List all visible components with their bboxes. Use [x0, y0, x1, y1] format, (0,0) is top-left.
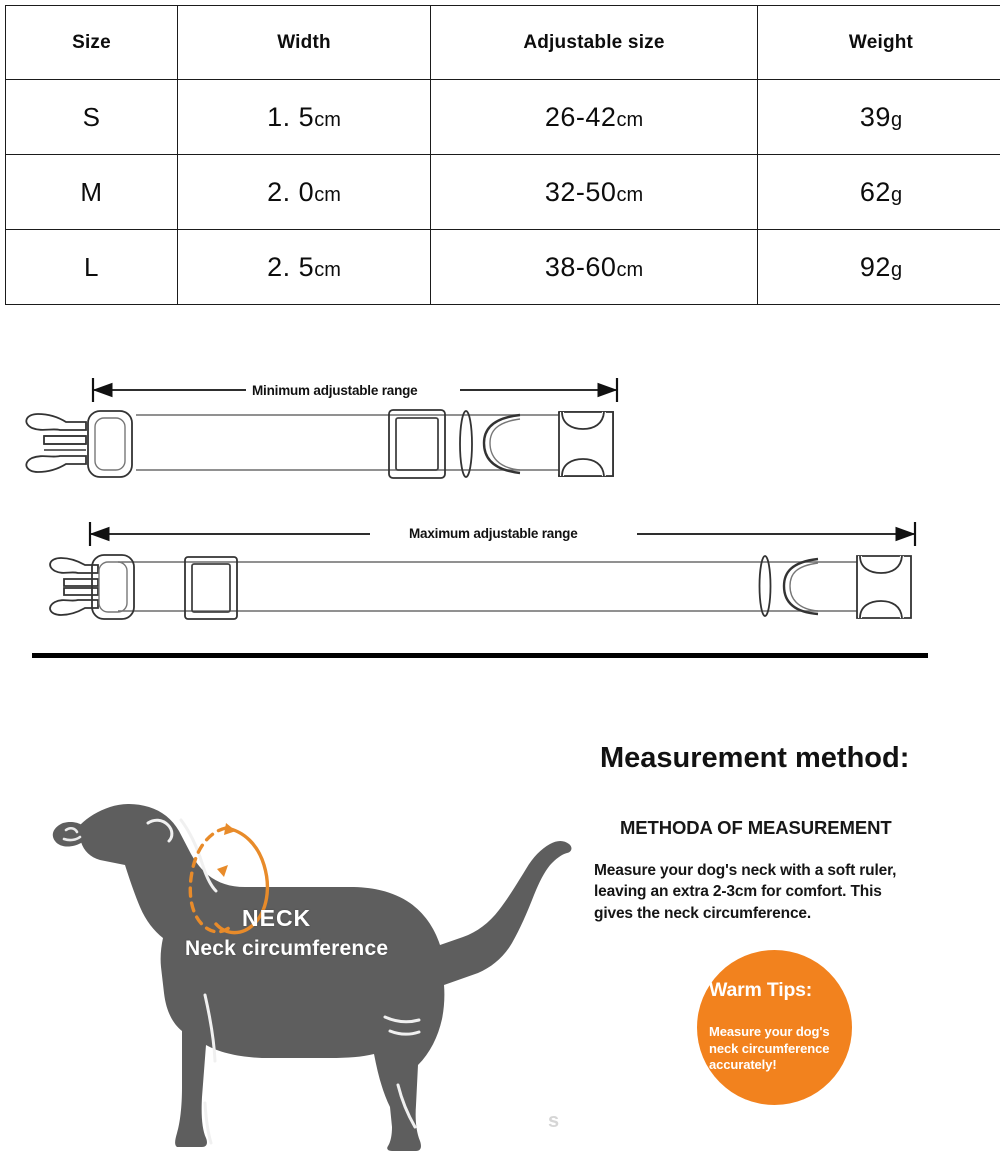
table-header-width: Width — [178, 6, 431, 80]
buckle-side-release — [559, 412, 613, 476]
cell-size: S — [6, 80, 178, 155]
neck-circumference-label: Neck circumference — [185, 937, 389, 960]
warm-tips-title: Warm Tips: — [709, 979, 813, 1001]
cell-width — [178, 80, 431, 155]
measurement-method-subtitle: METHODA OF MEASUREMENT — [620, 817, 892, 838]
cell-weight-value: 62 — [859, 176, 891, 207]
maximum-range-label: Maximum adjustable range — [403, 526, 584, 541]
buckle-male-prongs — [50, 558, 98, 615]
cell-weight-unit: g — [890, 258, 903, 281]
measurement-method-body: Measure your dog's neck with a soft ruler, leaving an extra 2-3cm for comfort. This gives the neck circumference. — [594, 862, 897, 922]
slider-adjuster — [389, 410, 445, 478]
cell-width-unit: cm — [314, 258, 341, 281]
buckle-female-ring — [88, 411, 132, 477]
cell-width — [178, 155, 431, 230]
cell-width-value: 2. 0 — [267, 176, 315, 207]
watermark-text-dog: s — [548, 1110, 560, 1132]
collar-artwork-minimum — [26, 410, 613, 478]
cell-adjustable-value: 32-50 — [544, 176, 617, 207]
cell-size: L — [6, 230, 178, 305]
minimum-range-label: Minimum adjustable range — [246, 383, 423, 398]
table-row — [6, 80, 1000, 155]
cell-width — [178, 230, 431, 305]
cell-adjustable-value: 38-60 — [544, 251, 617, 282]
cell-adjustable — [431, 80, 758, 155]
cell-weight-unit: g — [890, 183, 903, 206]
cell-adjustable — [431, 230, 758, 305]
keeper-loop — [760, 556, 771, 616]
slider-adjuster — [185, 557, 237, 619]
cell-weight — [758, 230, 1000, 305]
warm-tips-body: Measure your dog's neck circumference accurately! — [709, 1024, 830, 1073]
cell-width-value: 2. 5 — [267, 251, 315, 282]
table-header-weight: Weight — [758, 6, 1000, 80]
cell-width-unit: cm — [314, 183, 341, 206]
section-divider — [32, 653, 928, 658]
buckle-male-prongs — [26, 414, 86, 472]
watermark-text: shop — [735, 1105, 802, 1135]
collar-diagram-minimum — [0, 370, 1000, 500]
table-header-size: Size — [6, 6, 178, 80]
cell-width-unit: cm — [314, 108, 341, 131]
cell-adjustable — [431, 155, 758, 230]
neck-label: NECK — [242, 905, 312, 931]
keeper-loop — [460, 411, 472, 477]
table-row — [6, 230, 1000, 305]
cell-weight — [758, 80, 1000, 155]
d-ring — [484, 415, 520, 473]
measurement-method-title: Measurement method: — [600, 742, 910, 774]
table-header-row — [6, 6, 1000, 80]
cell-weight-unit: g — [890, 108, 903, 131]
dog-body-shape — [53, 804, 572, 1151]
table-header-adjustable: Adjustable size — [431, 6, 758, 80]
cell-width-value: 1. 5 — [267, 101, 315, 132]
cell-adjustable-value: 26-42 — [544, 101, 617, 132]
cell-adjustable-unit: cm — [616, 183, 644, 206]
collar-artwork-maximum — [50, 555, 911, 619]
cell-weight — [758, 155, 1000, 230]
cell-adjustable-unit: cm — [616, 108, 644, 131]
d-ring — [784, 559, 818, 614]
cell-adjustable-unit: cm — [616, 258, 644, 281]
table-row — [6, 155, 1000, 230]
buckle-side-release — [857, 556, 911, 618]
size-chart-table — [5, 5, 1000, 305]
cell-weight-value: 92 — [859, 251, 891, 282]
cell-size: M — [6, 155, 178, 230]
cell-weight-value: 39 — [859, 101, 891, 132]
